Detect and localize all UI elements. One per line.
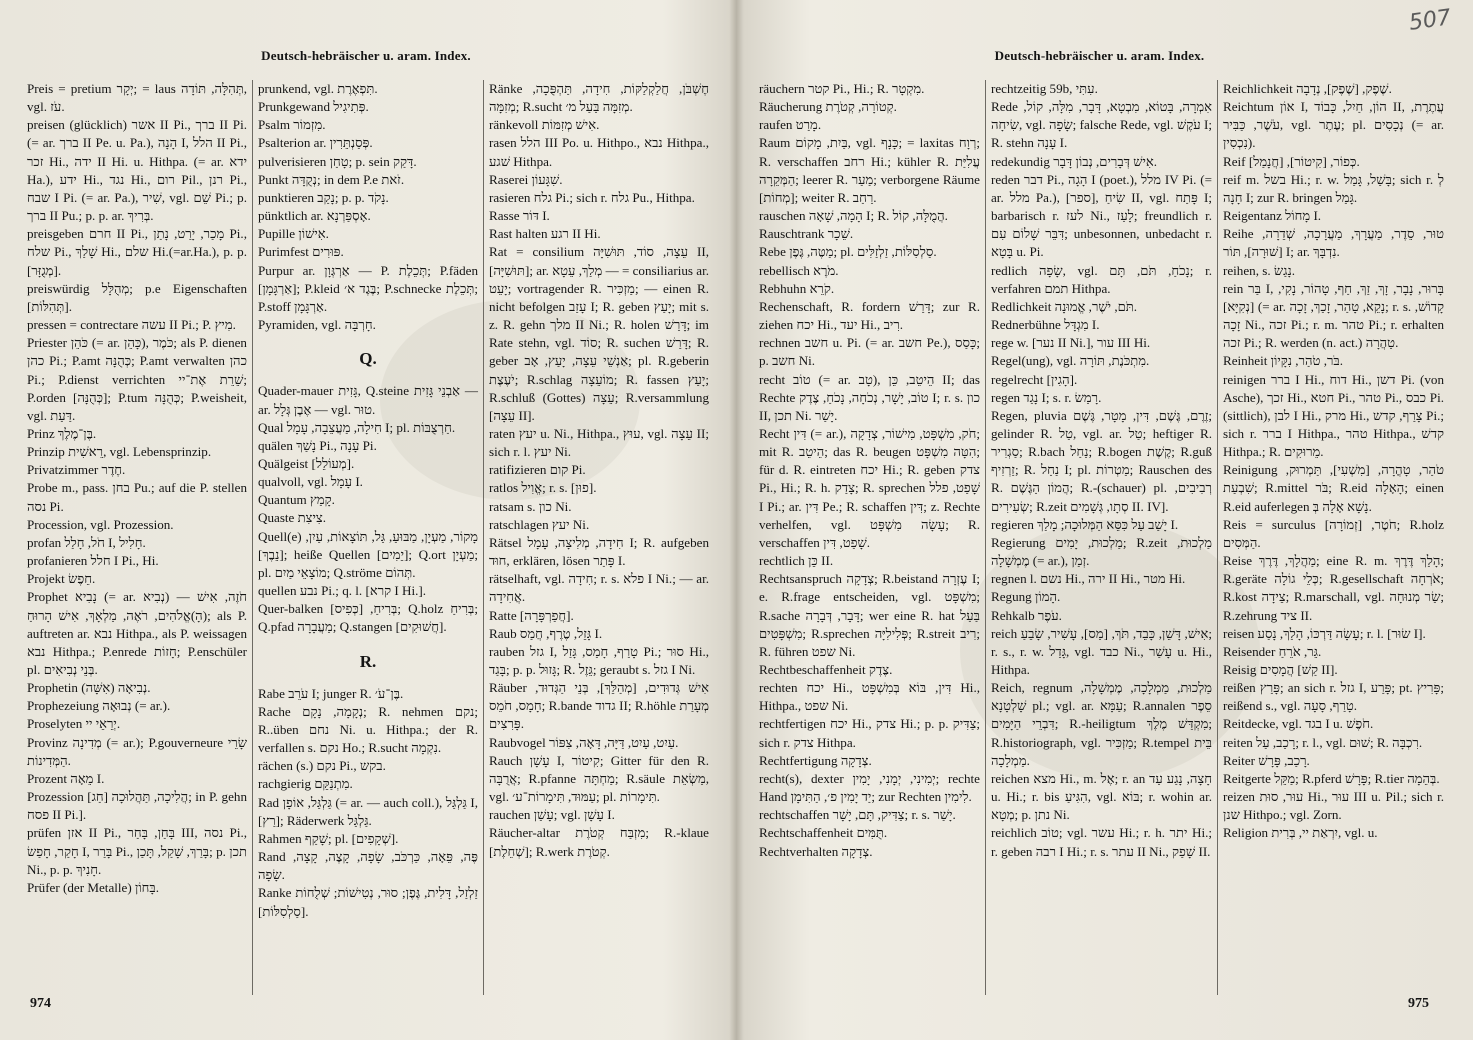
- index-entry: reisen עָשָׂה דַּרְכּוֹ, הָלַךְ, נָסַע; r. l. [שׂוּר I].: [1223, 625, 1426, 641]
- index-entry: Rad גַּלְגַּל, אוֹפָן (= ar. — auch coll.), גַּלְגַּל I, [רַץ]; Räderwerk גַּלְגַּל.: [258, 794, 478, 828]
- index-entry: Rehkalb עֹפֶר.: [991, 607, 1062, 623]
- index-entry: Rat = consilium עֵצָה, סוֹד, תּוּשִׁיָּה II, [תּוּשִׁיָּה]; ar. מְלַךְ, עֵטָא — = consiliarius ar. יָעֵט; vortragender R. מַזְכִּיר; — einen R. nicht befolgen עָזַב I; R. geben יָעַץ; mit s. z. R. gehn מלך II Ni.; R. holen דָּרַשׁ; im Rate stehn, vgl. סוֹד; R. suchen דָּרַשׁ; R. geber אַנְשֵׁי עֵצָה, יָעַץ, אָב; pl. R.geberin יֹעֶצֶת; R.schlag מוֹעֵצָה; R. fassen יָעַץ; R.schluß (Gottes) עֵצָה; R.versammlung [עֵצָה II].: [489, 244, 710, 423]
- index-entry: Psalterion ar. פְּסַנְתֵּרִין.: [258, 135, 373, 151]
- index-entry: reich אִישׁ, דָּשֵׁן, כָּבֵד, תֹּךְ, [מַס], עָשִׁיר, שָׂבֵעַ; r. s., r. w. גָּדַל, vgl. כבד Ni., עָשַׁר u. Hi., Hithpa.: [991, 625, 1213, 677]
- index-entry: Raserei שִׁגָּעוֹן.: [489, 171, 563, 187]
- index-entry: reif m. בשל Hi.; r. w. בָּשַׁל, גָּמַל; sich r. לְ חָנָה I; zur R. bringen גָּמַל.: [1223, 171, 1445, 205]
- index-entry: raufen מָרַט.: [759, 117, 822, 133]
- index-entry: Rechtschaffenheit תֻּמִּים.: [759, 825, 888, 841]
- index-entry: Preis = pretium יְקָר; = laus תְּהִלָּה, תּוֹדָה, vgl. עֹז.: [27, 81, 248, 115]
- index-entry: Rechtverhalten צְדָקָה.: [759, 843, 873, 859]
- left-columns: [22, 80, 714, 995]
- index-entry: ränkevoll אִישׁ מְזִמּוֹת.: [489, 117, 600, 133]
- index-entry: recht טוֹב (= ar. טָב), הֵיטֵב, כֵּן II; das Rechte טוֹב, יָשָׁר, נְכֹחָה, נָכֹחַ, צֶדֶק I; r. s. כון II, תכן Ni. יָשַׁר.: [759, 371, 980, 423]
- index-entry: punktieren נָקַב; p. p. נָקֹד.: [258, 189, 389, 205]
- index-entry: Purpur ar. אַרְגְּוָן — P. תְּכֵלֶת; P.fäden [אַרְגָּמָן]; P.kleid בֶּגֶד א׳; P.schnecke תְּכֵלֶת; P.stoff אַרְגָּמָן.: [258, 262, 478, 314]
- handwritten-folio-note: 507: [1407, 5, 1453, 36]
- index-entry: Priester כֹּהֵן (= ar. כָּהֵן), כֹּמֶר; als P. dienen כהן Pi.; P.amt כְּהֻנָּה; P.amt verwalten כהן Pi.; P.dienst verrichten שֵׁרֵת אֶת־יי; P.orden [כְּהֻנָּה]; P.tum כְּהֻנָּה; P.weisheit, vgl. דַּעַת.: [27, 335, 247, 423]
- index-entry: reihen, s. נָגַשׂ.: [1223, 262, 1296, 278]
- index-entry: Reiter רָכַב, פָּרָשׁ.: [1223, 752, 1310, 768]
- index-entry: rasen הלל III Po. u. Hithpo., נבא Hithpa., שׁגע Hithpa.: [489, 135, 709, 169]
- left-page: [10, 0, 722, 1040]
- index-entry: regieren יָשַׁב עַל כִּסֵּא הַמְּלוּכָה; מָלַךְ I.: [991, 516, 1179, 532]
- index-entry: Rahmen שָׁקַף; pl. [שְׁקָפִים].: [258, 830, 399, 846]
- index-entry: Ränke חֶשְׁבֹּן, חֲלַקְלַקּוֹת, חִידָה, תַּהְפֻּכָה, מְזִמָּה; R.sucht מְזִמָּה בַּעַל מ׳.: [489, 81, 709, 115]
- index-entry: reizen עוּר, סוּת Hi., עוּר III u. Pil.; sich r. שנן Hithpo.; vgl. Zorn.: [1223, 789, 1444, 823]
- index-entry: ratschlagen יעץ Ni.: [489, 516, 590, 532]
- index-entry: Rechenschaft, R. fordern דָּרַשׁ; zur R. ziehen יכח Hi., יעד Hi., רִיב.: [759, 298, 980, 333]
- index-entry: Rasse דּוֹר I.: [489, 208, 550, 224]
- index-entry: Rauschtrank שֵׁכָר.: [759, 226, 854, 242]
- running-head: Deutsch-hebräischer u. aram. Index.: [994, 48, 1205, 63]
- index-entry: quellen נבע Pi.; q. l. [קרא I Hi.].: [258, 583, 427, 599]
- index-entry: Rede אִמְרָה, בָּטוֹא, מִבְטָא, דָּבָר, מִלָּה, קוֹל, שִׂיחָה, vgl. שָׂפָה; falsche Rede, vgl. עֹקֶשׁ I; R. stehn עָנָה I.: [991, 99, 1213, 151]
- index-entry: rätselhaft, vgl. חִידָה; r. s. פלא I Ni.; — ar. אֲחִידָה.: [489, 571, 709, 605]
- index-entry: reinigen ברר I Hi., דוח Hi., דשן Pi. (von Asche), זכך Hi., חטא Pi., טהר Pi., כבס Pi. (sittlich), לבן I Hi., מרק Hi., צָרַף, קדש Pi.; sich r. ברר I Hithpa., טהר Hithpa., קדשׁ Hithpa.; R. מֵרוּקִים.: [1223, 371, 1444, 460]
- index-entry: rachgierig מִתְנַקֵּם.: [258, 776, 353, 792]
- index-entry: rein בַּר I, בָּרוּר, נָבָר, זָךְ, זַךְ, חַף, טָהוֹר, נָקִי, [נְקִיָּא] (= ar. נָקֵא, טָהַר, זָכַךְ, זָכָה; r. s. קָדוֹשׁ, זָכָה Ni., זכה Pi.; r. m. טהר Pi.; r. erhalten זכה Pi.; R. werden (n. act.) טַהֲרָה.: [1223, 280, 1445, 351]
- index-entry: Reihe טוּר, סֵדֶר, מַעֲרָךְ, מַעֲרָכָה, שְׁדֵרָה, [שׁוּרָה], תּוֹר I; ar. נִדְבָּךְ.: [1223, 226, 1444, 260]
- index-entry: Quader-mauer גָּזִית, Q.steine אַבְנֵי גָּזִית — ar. אֶבֶן גְּלָל — vgl. טוּר.: [258, 383, 478, 417]
- index-entry: Ratte [חֲפַרְפָּרָה].: [489, 607, 574, 623]
- index-entry: rebellisch מֹרֶא.: [759, 262, 839, 278]
- index-entry: Reisender גֵּר, אֹרֵחַ.: [1223, 643, 1322, 659]
- index-entry: rauben גזל I, טָרַף, חָמַס, גָּזַל Pi.; סוּר Hi., בָּגַד; p. p. גָּזוּל; R. גֵּזֶל; geraubt s. גזל I Ni.: [489, 643, 710, 677]
- index-entry: Regen, pluvia זֶרֶם, גֶּשֶׁם, דִּין, מָטָר, גֶּשֶׁם; gelinder R. טַל, vgl. ar. טַל; heftiger R. סַגְרִיר; R.bach נַחַל; R.bogen קֶשֶׁת; R.guß זַרְזִיף; R. נַחַל I; pl. מַטְרוֹת; Rauschen des R. הֲמוֹן הַגֶּשֶׁם; R.-(schauer) pl. רְבִיבִים, שְׂעִירִים; R.zeit סְתָו, גְּשָׁמִים II. IV].: [991, 407, 1213, 514]
- index-entry: Reif כְּפוֹר, [קִיטוֹר], [חֲנָמַל].: [1223, 153, 1360, 169]
- index-entry: rauchen עָשַׁן; vgl. עָשָׁן I.: [489, 807, 615, 823]
- index-entry: Regung הָמוֹן.: [991, 589, 1061, 605]
- index-entry: Reinheit בֹּר, טֹהַר, נִקָּיוֹן.: [1223, 353, 1344, 369]
- index-entry: pulverisieren טָחַן; p. sein דָּקַק.: [258, 153, 417, 169]
- index-entry: Quell(e) מָקוֹר, מַעְיָן, מַבּוּעַ, גַּל, תּוֹצָאוֹת, עַיִן, [נֵבֶךְ]; heiße Quellen [יֵמִים]; Q.ort מַעְיָן; pl. מוֹצָאֵי מַיִם; Q.ströme תְּהוֹם.: [258, 528, 478, 580]
- index-entry: Rednerbühne מִגְדָּל I.: [991, 317, 1100, 333]
- index-entry: Proselyten יְרֵאֵי יי.: [27, 716, 121, 732]
- index-entry: rechnen חשב u. Pi. (= ar. חשב Pe.), כָּסַס; p. חשב Ni.: [759, 335, 980, 369]
- index-entry: ratlos אֱוִיל; r. s. [פוּן].: [489, 480, 597, 496]
- index-entry: Quantum קָמַץ.: [258, 492, 335, 508]
- index-entry: qualvoll, vgl. עָמָל I.: [258, 474, 363, 490]
- index-entry: Regel(ung), vgl. מִתְכֹּנֶת, תּוֹרָה.: [991, 353, 1150, 369]
- index-entry: Pyramiden, vgl. חָרְבָּה.: [258, 317, 376, 333]
- index-entry: Prinz בֶּן־מֶלֶךְ.: [27, 425, 97, 441]
- index-entry: Prüfer (der Metalle) בָּחוֹן.: [27, 879, 160, 895]
- index-entry: Provinz מְדִינָה (= ar.); P.gouverneure שָׂרֵי הַמְּדִינוֹת.: [27, 734, 247, 768]
- left-column-2: [252, 80, 483, 995]
- left-column-3: [483, 80, 714, 995]
- index-entry: Purimfest פּוּרִים.: [258, 244, 344, 260]
- index-entry: Rätsel חִידָה, מְלִיצָה, עָמָל I; R. aufgeben חוּד, erklären, lösen פָּתַר I.: [489, 534, 709, 569]
- index-entry: Probe m., pass. בחן Pu.; auf die P. stellen נסה Pi.: [27, 480, 247, 514]
- index-entry: Raub גָּזֵל, טֶרֶף, חֲמַס I.: [489, 625, 603, 641]
- index-entry: Räuber אִישׁ גְּדוּדִים, [מְהַלֵּךְ], בְּנֵי הַגְּדוּד, חָמָס, חֹמֵס; R.bande גדוד II; R.höhle מְעָרַת פָּרִצִים.: [489, 680, 709, 732]
- index-entry: Prozent מֵאָה I.: [27, 770, 105, 786]
- index-entry: regelrecht [הָגִין].: [991, 371, 1078, 387]
- index-entry: ratsam s. כון Ni.: [489, 498, 572, 514]
- index-entry: Reichlichkeit שֶׁפֶק, [שֶׁפֶק], נְדָבָה.: [1223, 81, 1392, 96]
- index-entry: prunkend, vgl. תִּפְאֶרֶת.: [258, 81, 378, 96]
- index-entry: Rast halten רגע II Hi.: [489, 226, 601, 242]
- index-entry: Prophezeiung נְבוּאָה (= ar.).: [27, 698, 171, 714]
- index-entry: rechtfertigen יכח Hi., צדק Hi.; p. p. צַדִּיק; sich r. צדק Hithpa.: [759, 716, 980, 750]
- index-entry: raten יעץ u. Ni., Hithpa., עוּץ, vgl. עֵצָה II; sich r. l. יעץ Ni.: [489, 425, 709, 460]
- index-entry: Rechtbeschaffenheit צֶדֶק.: [759, 662, 893, 677]
- index-entry: Redlichkeit תֹּם, יֹשֶׁר, אֱמוּנָה.: [991, 298, 1138, 314]
- index-entry: Rechtsanspruch צְדָקָה; R.beistand עֶזְרָה I; e. R.frage entscheiden, vgl. מִשְׁפָּט; R.sache דָּבָר, דְּבָרָה; wer eine R. hat בַּעַל מִשְׁפָּטִים; R.sprechen פְּלִילִיָּה; R.streit רִיב; R. führen שפט Ni.: [759, 571, 980, 659]
- index-entry: Qual חִילָה, מַעֲצֵבָה, עָמָל I; pl. חַרְצֻבּוֹת.: [258, 419, 456, 435]
- left-column-1: [22, 80, 252, 995]
- section-letter-heading: R.: [359, 651, 377, 671]
- index-entry: quälen נָשַׁךְ Pi., עָנָה Pi.: [258, 437, 377, 453]
- index-entry: Quer-balken בְּרִיחַ, [כְּפִיס]; Q.holz בְּרִיחַ; Q.pfad מַעֲבָרָה; Q.stangen [חֲשׁוּקִים].: [258, 601, 478, 635]
- right-column-1: [754, 80, 985, 995]
- index-entry: Pupille אִישׁוֹן.: [258, 226, 329, 242]
- index-entry: Procession, vgl. Prozession.: [27, 516, 174, 532]
- index-entry: ratifizieren קום Pi.: [489, 462, 586, 478]
- index-entry: profan חֹל, חָלַל I, חָלִיל.: [27, 534, 146, 550]
- index-entry: Regierung מַלְכוּת, יָמִים; R.zeit מַלְכוּת, מֶמְשָׁלָה (= ar.), זְמַן.: [991, 534, 1213, 569]
- index-entry: Reich, regnum מַלְכוּת, מַמְלָכָה, מֶמְשָׁלָה, שָׁלְטָנָא pl.; vgl. ar. עַמָּא; R.annalen סֵפֶר דִּבְרֵי הַיָּמִים; R.-heiligtum מִקְדַּשׁ מֶלֶךְ; R.historiograph, vgl. מַזְכִּיר; R.tempel בֵּית מַמְלָכָה.: [991, 680, 1213, 768]
- index-entry: Raum בַּיִת, מָקוֹם, vgl. כָּנָף; = laxitas רְוָח; R. verschaffen רחב Hi.; kühler R. עֲלִיַּת הַמְּקֵרָה; leerer R. מַעַר; verborgene Räume [מְחוֹת]; weiter R. רַחַב.: [759, 135, 980, 205]
- index-entry: redekundig אִישׁ דְּבָרִים, נְבוֹן דָּבָר.: [991, 153, 1158, 169]
- index-entry: Reinigung טֹהַר, טָהֳרָה, [מִשְׁעִי], תַּמְרוּק, שִׁבְעַת; R.mittel בֹּר; R.eid הָאָלָה; einen R.eid auferlegen נָשָׁא אָלָה בְּ.: [1223, 462, 1444, 514]
- index-entry: Quaste צִיצִת.: [258, 510, 327, 526]
- index-entry: reiten רָכַב, עַל; r. l., vgl. שׁוּם; R. רִכְבָּה.: [1223, 734, 1423, 750]
- index-entry: Rebhuhn קֹרֵא.: [759, 280, 835, 296]
- index-entry: rasieren גלח Pi.; sich r. גלח Pu., Hithpa.: [489, 189, 695, 205]
- index-entry: rächen (s.) נקם Pi., בקש.: [258, 758, 386, 774]
- index-entry: Psalm מִזְמוֹר.: [258, 117, 326, 133]
- index-entry: rechtschaffen צַדִּיק, תָּם, יָשָׁר; r. s. יָשַׁר.: [759, 807, 956, 823]
- index-entry: rechtzeitig 59b, עִתִּי.: [991, 81, 1098, 96]
- index-entry: Reitdecke, vgl. בגד I u. חֹפֶשׁ.: [1223, 716, 1374, 732]
- index-entry: räuchern קטר Pi., Hi.; R. מִקְטָר.: [759, 81, 925, 96]
- section-letter-heading: Q.: [359, 349, 377, 369]
- right-page: [742, 0, 1457, 1040]
- index-entry: reden דבר Pi., הָגָה I (poet.), מלל IV Pi. (= ar. מלל Pa.), [ספר], שִׂיחַ II, vgl. פָּתַח I; barbarisch r. לעז Ni., לָעַז; freundlich r. דִּבֵּר שָׁלוֹם עִם; unbesonnen, unbedacht r. בָּטָא u. Pi.: [991, 171, 1213, 260]
- right-column-2: [985, 80, 1217, 995]
- index-entry: reichlich טוֹב; vgl. עשר Hi.; r. h. יתר Hi.; r. geben רבה I Hi.; r. s. עתר II Ni., שָׁפַק II.: [991, 825, 1213, 859]
- page-number: 974: [30, 996, 51, 1011]
- index-entry: Rache נְקָמָה, נָקָם; R. nehmen נקם; R..üben נחם Ni. u. Hithpa.; der R. verfallen s. נקם Ho.; R.sucht נִקְמָה.: [258, 703, 478, 756]
- index-entry: Punkt נְקֻדָּה; in dem P.e זֹאת.: [258, 171, 405, 187]
- index-entry: Rand פֶּה, פֵּאָה, כַּרְכֹּב, שָׂפָה, קָצֶה, קָצָה, שָׂפָה.: [258, 849, 478, 883]
- index-entry: Religion יִרְאַת יי, בְּרִית, vgl. u.: [1223, 825, 1378, 841]
- index-entry: Reis = surculus חֹטֶר, [זְמוֹרָה]; R.holz הַמְּסִים.: [1223, 516, 1444, 550]
- index-entry: Rechtfertigung צְדָקָה.: [759, 752, 872, 768]
- index-entry: preisgeben חרם II Pi., מָכַר, יָרַט, נָתַן Pi., שלח Pi., שָׁלַךְ Hi., שלם Hi.(=ar.Ha.), p. p. [מְגֻזָּר].: [27, 226, 247, 278]
- index-entry: profanieren חלל I Pi., Hi.: [27, 553, 159, 569]
- index-entry: reichen מצא Hi., m. אֶל; r. an חָצָה, נָגַע עַד u. Hi.; r. bis הִגִּיעַ, vgl. בּוֹא; r. wohin ar. מְטָא; p. נתן Ni.: [991, 770, 1213, 823]
- right-column-3: [1217, 80, 1449, 995]
- index-entry: rege w. [נער II Ni.], עור III Hi.: [991, 335, 1151, 351]
- index-entry: recht(s), dexter יְמִינִי, יְמָנִי, יָמִין; rechte Hand יַד יָמִין פ׳, הַתִּימָן; zur Rechten לִימִין.: [759, 770, 980, 805]
- index-entry: Ranke זַלְזַל, דָּלִית, גֶּפֶן; סוּר, נְטִישׁוֹת; שְׁלֻחוֹת [סַלְסִלּוֹת].: [258, 885, 478, 919]
- index-entry: pünktlich ar. אָסְפַּרְנָא.: [258, 208, 371, 224]
- index-entry: Rabe עֹרֵב I; junger R. בֶּן־עֹ׳.: [258, 685, 404, 701]
- index-entry: reißen פָּרַץ; an sich r. גזל I, פָּרַע; pt. פָּרִיץ; reißend s., vgl. טָרַף, סָעָה.: [1223, 680, 1444, 714]
- index-entry: Reitgerte מַקֵּל; R.pferd פָּרָשׁ; R.tier בְּהֵמָה.: [1223, 770, 1440, 786]
- running-head: Deutsch-hebräischer u. aram. Index.: [261, 48, 471, 63]
- index-entry: rauschen הָמָה, שָׁאָה I; R. הֲמֻלָּה, קוֹל.: [759, 208, 948, 224]
- index-entry: Recht דִּין (= ar.), חֹק, מִשְׁפָּט, מִישׁוֹר, צְדָקָה; mit R. הֵיטֵב; das R. beugen הִטָּה מִשְׁפָּט; für d. R. eintreten יכח Hi.; R. geben צדק Pi., Hi.; R. h. צָדַק; R. sprechen שָׁפַט, פלל I Pi.; ar. דִּין Pe.; R. schaffen דִּין; z. Rechte verhelfen, vgl. עָשָׂה מִשְׁפָּט; R. verschaffen שָׁפַט, דִּין.: [759, 425, 981, 550]
- index-entry: redlich שָׂפָה, vgl. נָכֹחַ, תֹּם, תָּם; r. verfahren תמם Hithpa.: [991, 262, 1212, 296]
- index-entry: rechten יכח Hi., דִּין, בּוֹא בְּמִשְׁפָּט Hi., Hithpa., שפט Ni.: [759, 680, 980, 714]
- index-entry: Reisig הֲמָסִים [קַשׁ II].: [1223, 662, 1338, 677]
- index-entry: Quälgeist [מְעוֹלֵל].: [258, 455, 355, 471]
- index-entry: Prozession הֲלִיכָה, תַּהֲלוּכָה [חַג]; in P. gehn פסח II Pi.].: [27, 789, 247, 823]
- index-entry: regnen l. נשם Hi., ירה II Hi., מטר Hi.: [991, 571, 1186, 587]
- index-entry: Projekt חֵפֶשׂ.: [27, 571, 96, 587]
- index-entry: Reichtum אוֹן I, הוֹן, חַיִל, כָּבוֹד II, עֲתֶרֶת, עֹשֶׁר, כַּבִּיר, vgl. עֶתֶר; pl. נְכָסִים (= ar. נִכְסִין).: [1223, 99, 1445, 151]
- index-entry: Prophetin נְבִיאָה (אִשָּׁה).: [27, 680, 151, 696]
- index-entry: Prunkgewand פְּתִיגִיל.: [258, 99, 369, 115]
- index-entry: preiswürdig מְהֻלָּל; p.e Eigenschaften [תְּהִלּוֹת].: [27, 280, 247, 314]
- index-entry: pressen = contrectare עשה II Pi.; P. מִיץ.: [27, 317, 236, 333]
- index-entry: Raubvogel עַיִט, עַיִט, דַּיָּה, דָּאָה, צִפּוֹר.: [489, 734, 679, 750]
- right-columns: [754, 80, 1449, 995]
- index-entry: Rauch עָשָׁן I, קִיטוֹר; Gitter für den R. אֲרֻבָּה; R.pfanne מַחְתָּה; R.säule מַשְׂאֵת, vgl. עַמּוּד, תִּימָרוֹת־ע׳; pl. תִּימָרוֹת.: [489, 752, 709, 805]
- page-number: 975: [1408, 996, 1429, 1011]
- index-entry: rechtlich כֵּן II.: [759, 553, 834, 569]
- index-entry: Reise מַהֲלָךְ, דֶּרֶךְ; eine R. m. הָלַךְ דֶּרֶךְ; R.geräte כְּלֵי גוֹלָה; R.gesellschaft אֹרְחָה; R.kost צֵידָה; R.marschall, vgl. שַׂר מְנוּחָה; R.zehrung ציד II.: [1223, 553, 1445, 623]
- index-entry: Prophet נָבִיא (= ar. נְבִיא) — חֹזֶה, אִישׁ (הָ)אֱלֹהִים, רֹאֶה, מַלְאָךְ, אִישׁ הָרוּחַ; als P. auftreten ar. נבא Hithpa., als P. weissagen נבא Hithpa.; P.enrede חָזוֹת; P.enschüler pl. בְּנֵי נְבִיאִים.: [27, 589, 248, 677]
- index-entry: Prinzip רֵאשִׁית, vgl. Lebensprinzip.: [27, 444, 212, 460]
- index-entry: prüfen אזן II Pi., בָּחַן, בָּחַר III, נסה Pi., חָקַר, חָפַשׂ I, בָּרַר Pi., בָּרַךְ, שָׁקַל, תָּכַן; p. תכן Ni., p. p. חָנִיךְ.: [27, 825, 248, 877]
- index-entry: Privatzimmer חֶדֶר.: [27, 462, 126, 478]
- index-entry: Reigentanz מָחוֹל I.: [1223, 208, 1322, 224]
- index-entry: Räucher-altar מִזְבַּח קְטֹרֶת; R.-klaue [שְׁחֵלֶת]; R.werk קְטֹרֶת.: [489, 825, 709, 859]
- index-entry: regen נָגַד I; s. r. רָמַשׂ.: [991, 389, 1102, 405]
- index-entry: Räucherung קְטוֹרָה, קְטֹרֶת.: [759, 99, 897, 115]
- index-entry: preisen (glücklich) אשר II Pi., ברך II Pi. (= ar. ברך II Pe. u. Pa.), הָנָה I, הלל II Pi., זכר Hi., ידה II Hi. u. Hithpa. (= ar. ידא Ha.), ידע Hi., נגד Hi., רום Pil., רנן Pi., שבח I Pi. (= ar. Pa.), שִׁיר, vgl. שֵׁם Pi.; p. ברך II Pu.; p. p. ar. בְּרִיךְ.: [27, 117, 248, 224]
- index-entry: Rebe מַטֶּה, גֶּפֶן; pl. סַלְסִלּוֹת, זַלְזַלִּים.: [759, 244, 937, 260]
